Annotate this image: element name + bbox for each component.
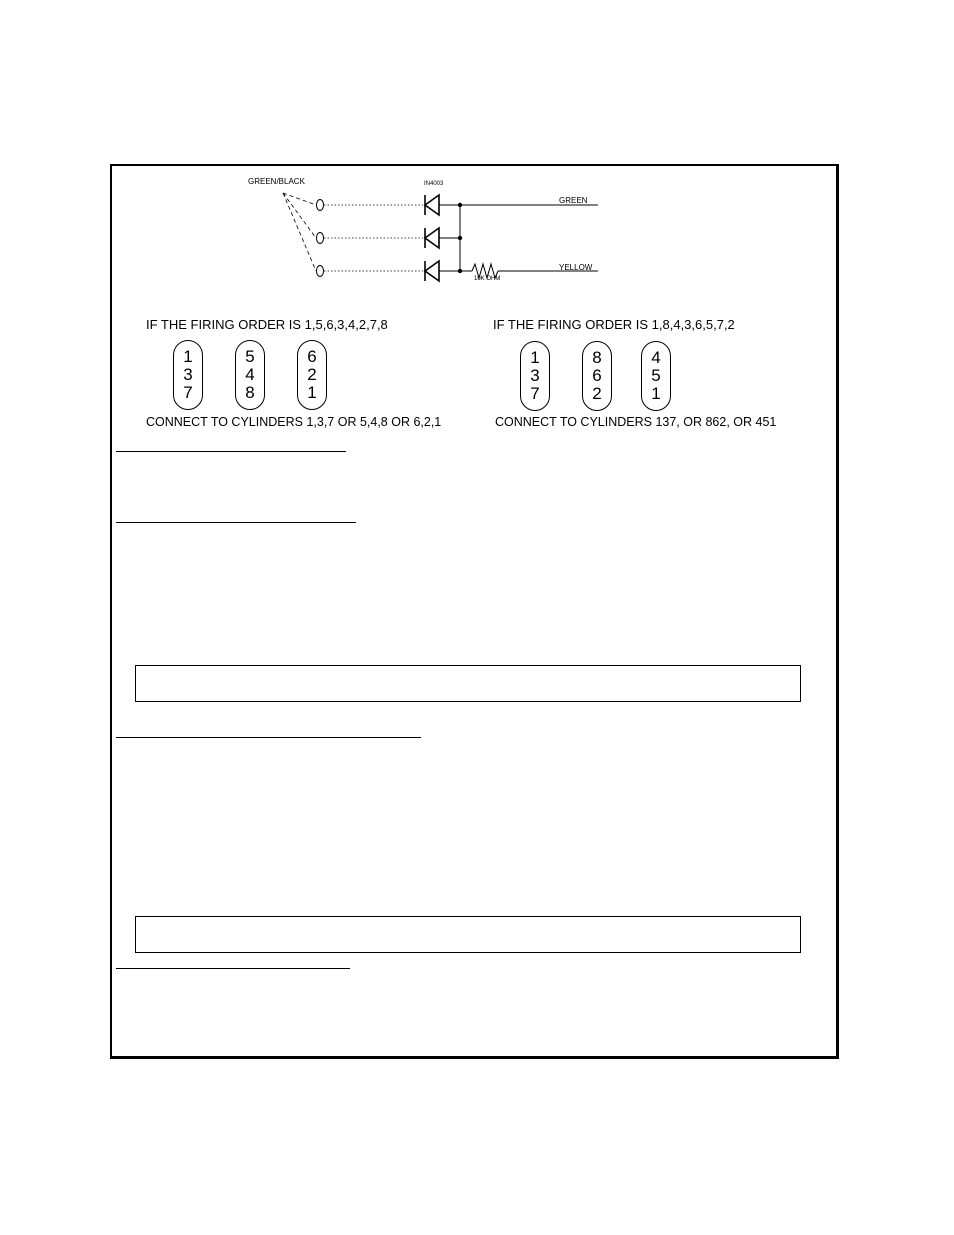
input-wires — [324, 205, 423, 271]
section-rule — [116, 451, 346, 452]
firing-order-heading-1: IF THE FIRING ORDER IS 1,5,6,3,4,2,7,8 — [146, 317, 388, 332]
connect-caption-1: CONNECT TO CYLINDERS 1,3,7 OR 5,4,8 OR 6,2,1 — [146, 415, 442, 429]
section-rule — [116, 968, 350, 969]
note-box — [135, 916, 801, 953]
green-black-label: GREEN/BLACK — [248, 177, 305, 186]
cylinder-group-oval: 1 3 7 — [173, 340, 203, 410]
cylinder-group-oval: 6 2 1 — [297, 340, 327, 410]
section-rule — [116, 737, 421, 738]
firing-order-heading-2: IF THE FIRING ORDER IS 1,8,4,3,6,5,7,2 — [493, 317, 735, 332]
connector-icon — [317, 200, 324, 277]
connect-caption-2: CONNECT TO CYLINDERS 137, OR 862, OR 451 — [495, 415, 777, 429]
cylinder-group-oval: 4 5 1 — [641, 341, 671, 411]
fanout-lines — [283, 193, 316, 271]
cylinder-group-oval: 1 3 7 — [520, 341, 550, 411]
cylinder-group-oval: 8 6 2 — [582, 341, 612, 411]
wiring-schematic — [0, 0, 954, 320]
diode-part-label: IN4003 — [424, 181, 444, 187]
note-box — [135, 665, 801, 702]
section-rule — [116, 522, 356, 523]
resistor-label: 10K OHM — [474, 276, 501, 282]
cylinder-group-oval: 5 4 8 — [235, 340, 265, 410]
diode-icon — [425, 195, 439, 281]
green-wire-label: GREEN — [559, 196, 588, 205]
yellow-wire-label: YELLOW — [559, 263, 593, 272]
